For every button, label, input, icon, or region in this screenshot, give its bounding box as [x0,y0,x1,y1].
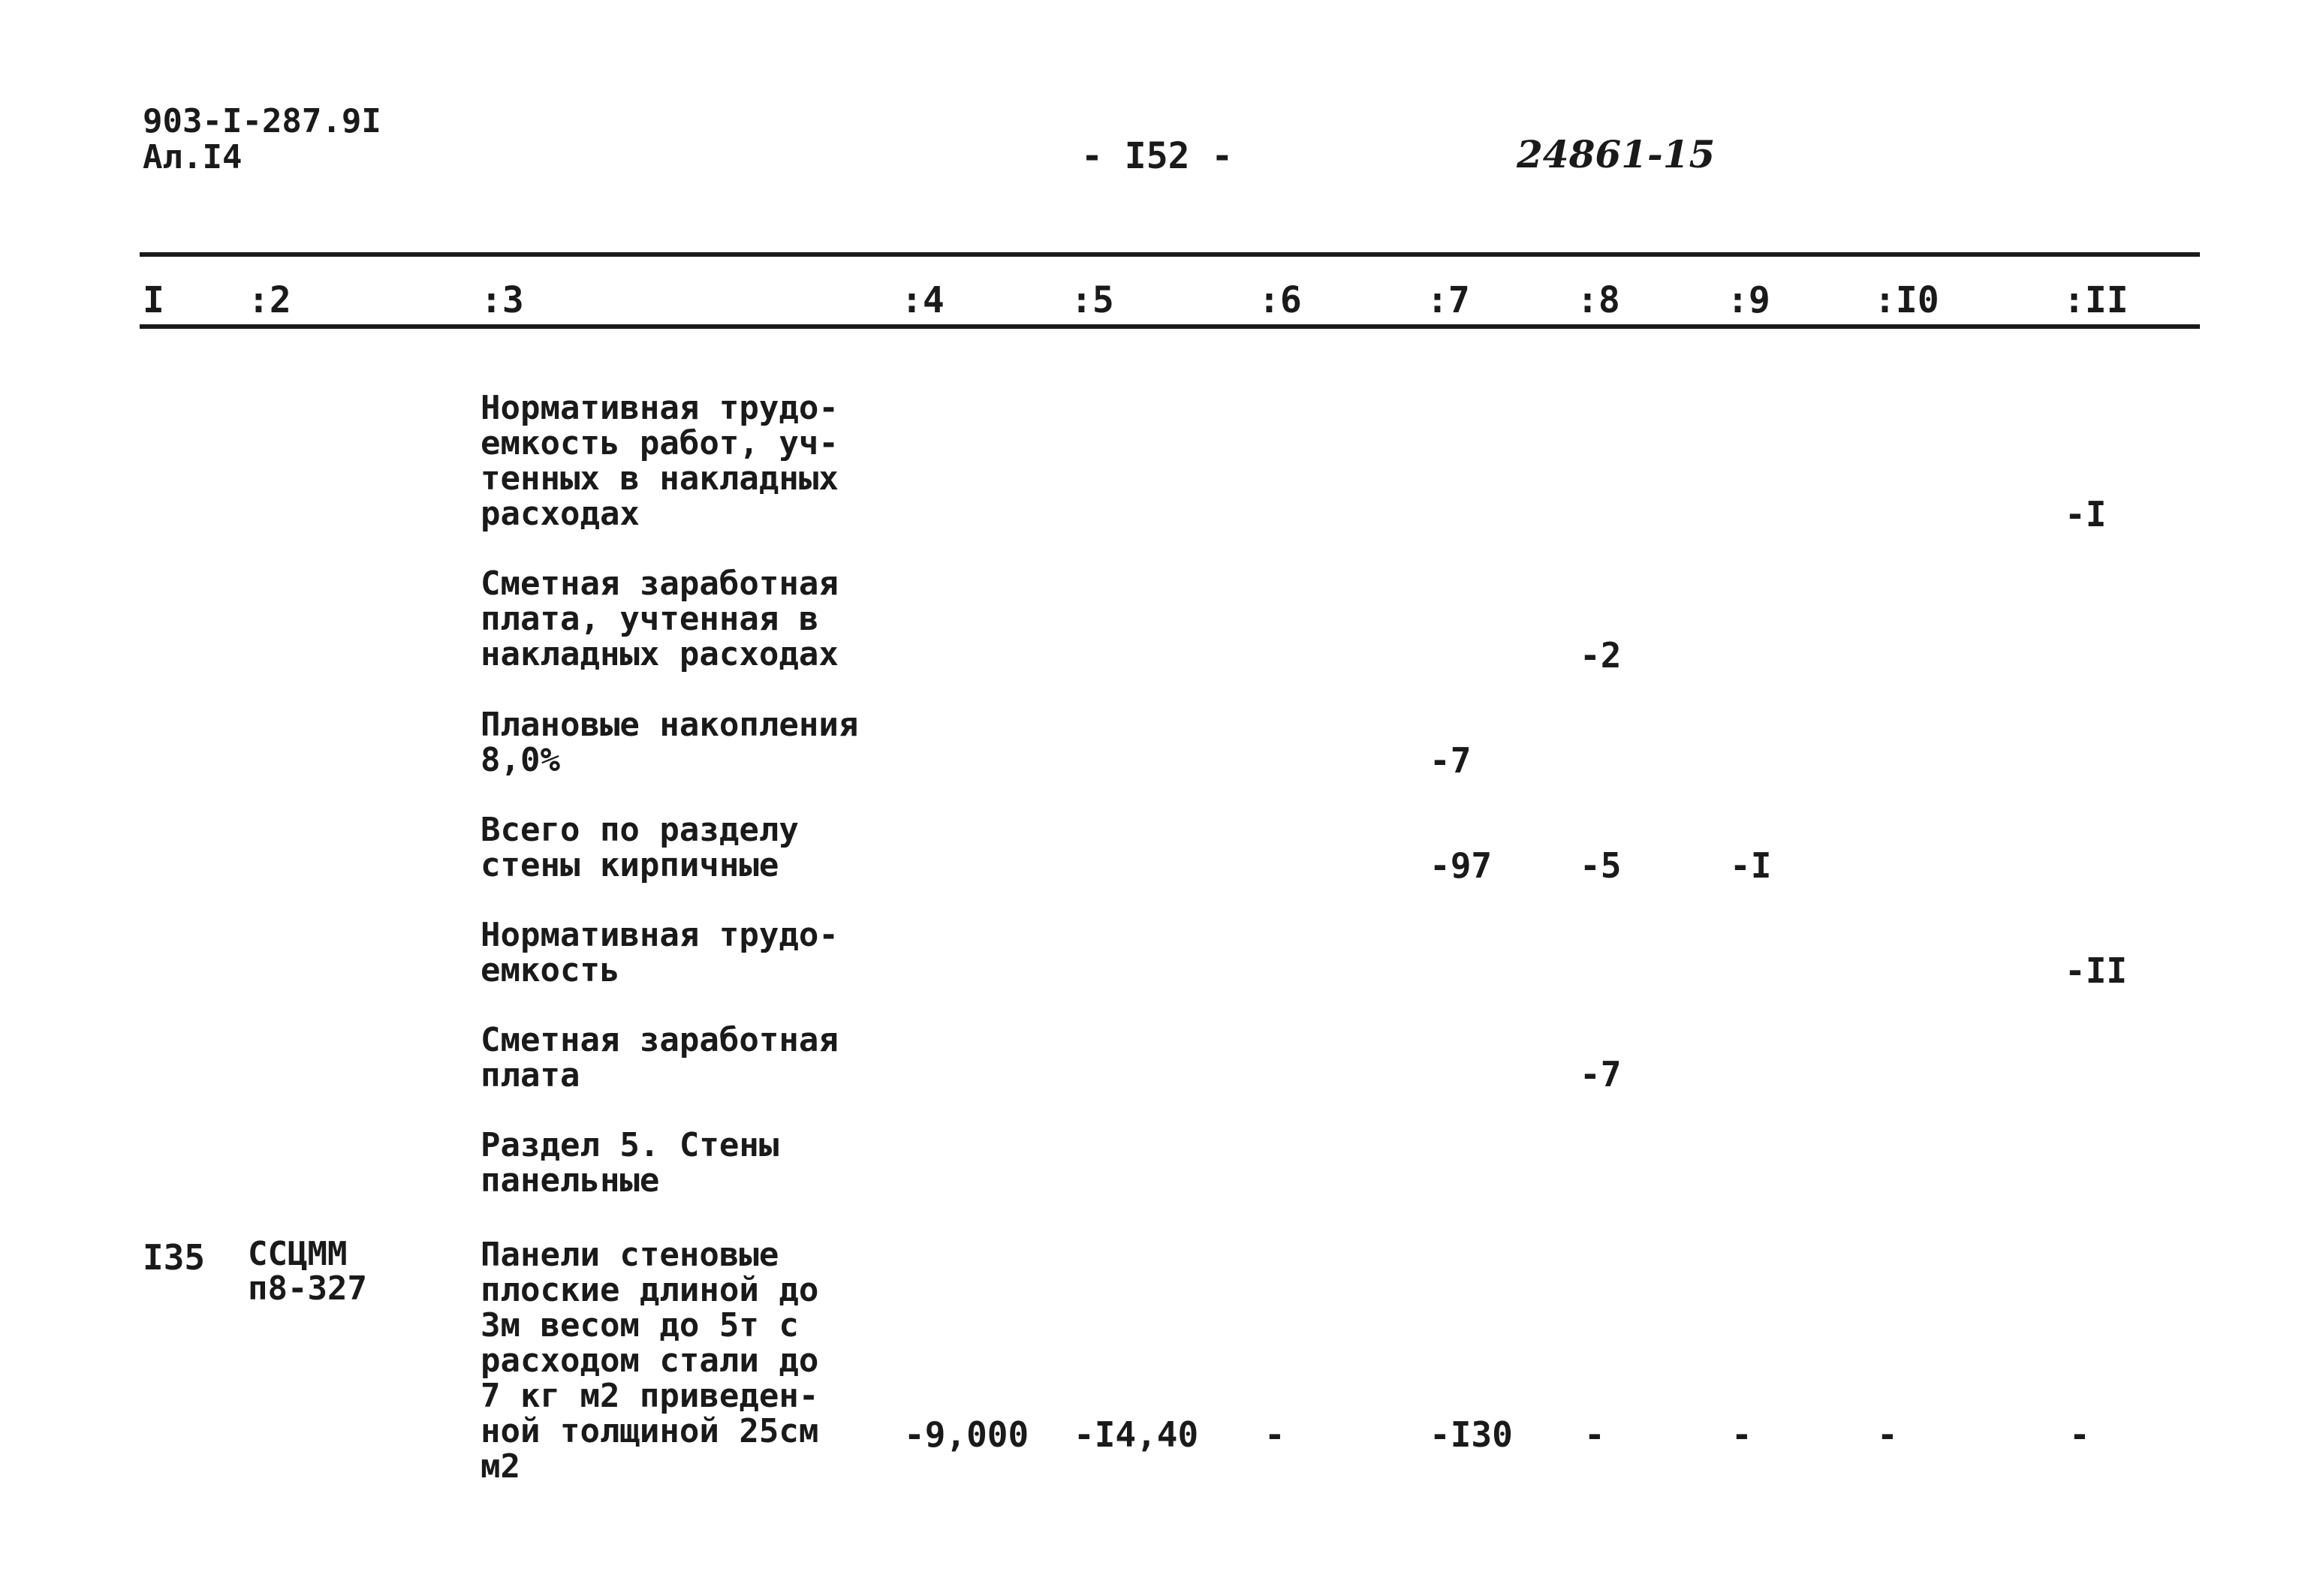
row-col5-value: -I4,40 [1074,1414,1199,1455]
row-col11-value: - [2069,1414,2090,1455]
row-col4-value: -9,000 [904,1414,1029,1455]
row-code: ССЦММ п8-327 [248,1235,367,1308]
column-header-1: I [143,279,164,321]
row-col11-value: -II [2065,950,2128,991]
row-col8-value: -7 [1580,1054,1622,1095]
row-description: Всего по разделу стены кирпичные [481,811,799,884]
column-header-6: :6 [1258,279,1302,321]
row-description: Нормативная трудо- емкость работ, уч- тенных в накладных расходах [481,389,839,533]
table-top-rule [140,252,2200,257]
column-header-8: :8 [1577,279,1620,321]
row-col8-value: -5 [1580,845,1622,886]
row-col6-value: - [1264,1414,1285,1455]
row-col7-value: -I30 [1430,1414,1513,1455]
row-description: Плановые накопления 8,0% [481,706,859,779]
row-col10-value: - [1877,1414,1898,1455]
column-header-10: :I0 [1874,279,1939,321]
row-description: Панели стеновые плоские длиной до 3м весом до 5т с расходом стали до 7 кг м2 приведен- ной толщиной 25см м2 [481,1236,819,1486]
row-col8-value: - [1584,1414,1605,1455]
column-header-7: :7 [1427,279,1470,321]
column-header-4: :4 [901,279,945,321]
row-col9-value: -I [1730,845,1772,886]
row-number: I35 [143,1237,206,1278]
section-title: Раздел 5. Стены панельные [481,1126,779,1200]
row-col11-value: -I [2065,494,2107,535]
row-col8-value: -2 [1580,635,1622,676]
document-number: 24861-15 [1517,132,1716,176]
row-col9-value: - [1731,1414,1752,1455]
document-code: 903-I-287.9I [143,102,381,140]
page-number: - I52 - [1081,135,1234,177]
row-description: Сметная заработная плата [481,1021,839,1095]
sheet-label: Ал.I4 [143,138,243,176]
column-header-5: :5 [1071,279,1114,321]
column-header-11: :II [2063,279,2129,321]
row-col7-value: -7 [1430,740,1472,781]
row-description: Сметная заработная плата, учтенная в накладных расходах [481,565,839,673]
table-header-rule [140,324,2200,329]
row-description: Нормативная трудо- емкость [481,916,839,989]
column-header-9: :9 [1727,279,1770,321]
row-col7-value: -97 [1430,845,1493,886]
column-header-2: :2 [248,279,291,321]
column-header-3: :3 [481,279,524,321]
